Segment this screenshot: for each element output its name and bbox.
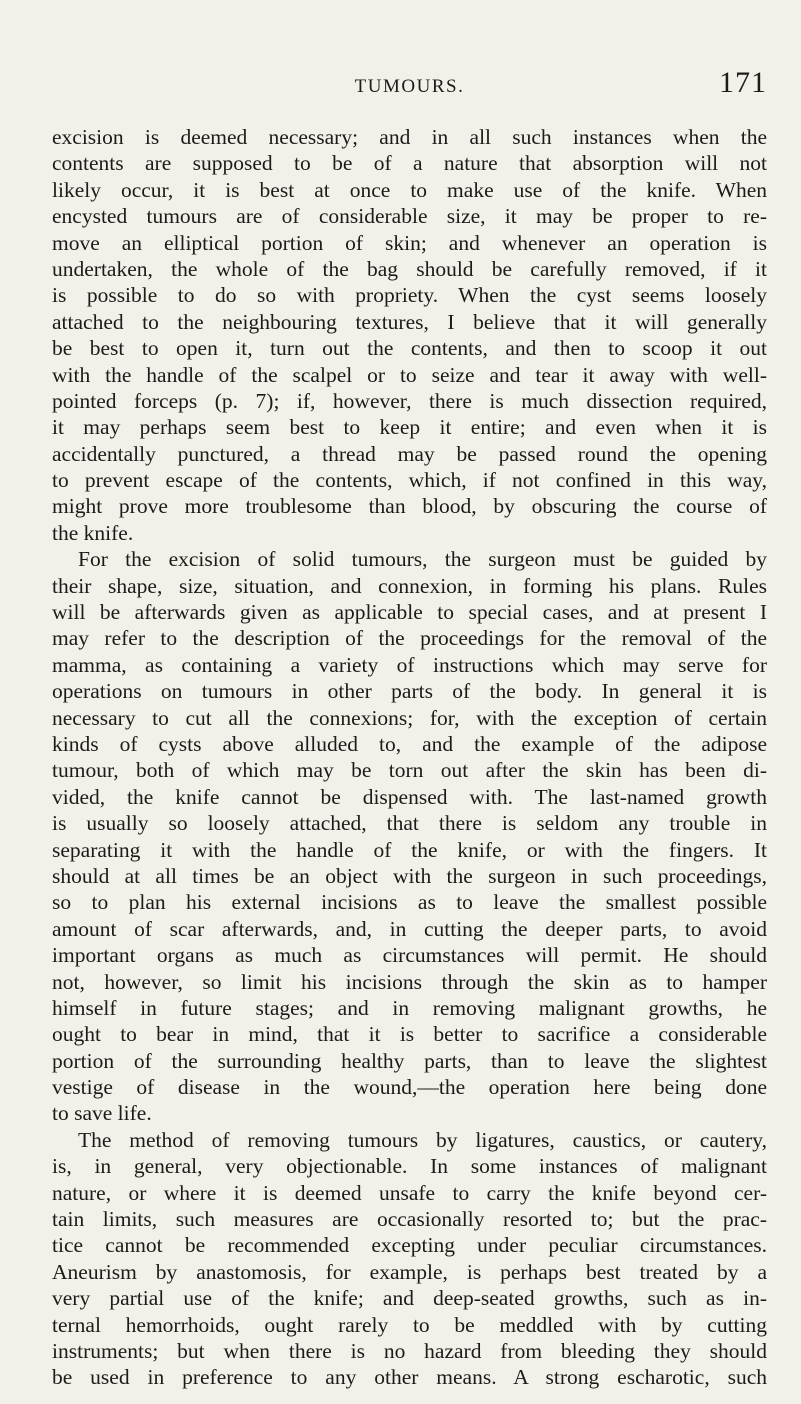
text-line: necessary to cut all the connexions; for, with the exception of certain [52, 705, 767, 730]
text-line: move an elliptical portion of skin; and whenever an operation is [52, 230, 767, 255]
text-line: be used in preference to any other means. A strong escharotic, such [52, 1365, 767, 1390]
text-line: tice cannot be recommended excepting under peculiar circumstances. [52, 1233, 767, 1258]
text-line: tain limits, such measures are occasionally resorted to; but the prac- [52, 1207, 767, 1232]
text-line: undertaken, the whole of the bag should be carefully removed, if it [52, 256, 767, 281]
text-line: ought to bear in mind, that it is better to sacrifice a considerable [52, 1022, 767, 1047]
text-line: For the excision of solid tumours, the surgeon must be guided by [78, 547, 767, 572]
text-line: likely occur, it is best at once to make use of the knife. When [52, 177, 767, 202]
text-line: The method of removing tumours by ligatures, caustics, or cautery, [78, 1127, 767, 1152]
text-line: important organs as much as circumstances will permit. He should [52, 943, 767, 968]
text-line: tumour, both of which may be torn out after the skin has been di- [52, 758, 767, 783]
text-line: very partial use of the knife; and deep-seated growths, such as in- [52, 1286, 767, 1311]
text-line: with the handle of the scalpel or to seize and tear it away with well- [52, 362, 767, 387]
text-line: vestige of disease in the wound,—the operation here being done [52, 1075, 767, 1100]
text-line: accidentally punctured, a thread may be passed round the opening [52, 441, 767, 466]
text-line: not, however, so limit his incisions through the skin as to hamper [52, 969, 767, 994]
text-line: might prove more troublesome than blood, by obscuring the course of [52, 494, 767, 519]
text-line: to save life. [52, 1101, 152, 1126]
text-line: it may perhaps seem best to keep it entire; and even when it is [52, 415, 767, 440]
text-line: be best to open it, turn out the contents, and then to scoop it out [52, 336, 767, 361]
body-text [52, 124, 767, 1391]
page-number: 171 [719, 66, 767, 99]
text-line: attached to the neighbouring textures, I believe that it will generally [52, 309, 767, 334]
text-line: amount of scar afterwards, and, in cutting the deeper parts, to avoid [52, 916, 767, 941]
text-line: will be afterwards given as applicable to special cases, and at present I [52, 600, 767, 625]
text-line: may refer to the description of the proceedings for the removal of the [52, 626, 767, 651]
text-line: portion of the surrounding healthy parts, than to leave the slightest [52, 1048, 767, 1073]
text-line: himself in future stages; and in removing malignant growths, he [52, 995, 767, 1020]
text-line: excision is deemed necessary; and in all such instances when the [52, 125, 767, 149]
text-line: is possible to do so with propriety. When the cyst seems loosely [52, 283, 767, 308]
text-line: instruments; but when there is no hazard from bleeding they should [52, 1338, 767, 1363]
text-line: mamma, as containing a variety of instructions which may serve for [52, 652, 767, 677]
text-line: so to plan his external incisions as to leave the smallest possible [52, 890, 767, 915]
running-title: TUMOURS. [354, 76, 465, 97]
text-line: encysted tumours are of considerable size, it may be proper to re- [52, 204, 767, 229]
text-line: is usually so loosely attached, that there is seldom any trouble in [52, 811, 767, 836]
text-line: kinds of cysts above alluded to, and the example of the adipose [52, 731, 767, 756]
text-line: operations on tumours in other parts of the body. In general it is [52, 679, 767, 704]
text-line: should at all times be an object with the surgeon in such proceedings, [52, 863, 767, 888]
text-line: the knife. [52, 520, 134, 545]
text-line: their shape, size, situation, and connexion, in forming his plans. Rules [52, 573, 767, 598]
text-line: to prevent escape of the contents, which, if not confined in this way, [52, 468, 767, 493]
text-line: pointed forceps (p. 7); if, however, there is much dissection required, [52, 388, 767, 413]
running-head [52, 66, 767, 106]
text-line: vided, the knife cannot be dispensed with. The last-named growth [52, 784, 767, 809]
text-line: contents are supposed to be of a nature that absorption will not [52, 151, 767, 176]
text-line: nature, or where it is deemed unsafe to carry the knife beyond cer- [52, 1180, 767, 1205]
text-line: is, in general, very objectionable. In some instances of malignant [52, 1154, 767, 1179]
text-line: Aneurism by anastomosis, for example, is perhaps best treated by a [52, 1259, 767, 1284]
text-line: separating it with the handle of the knife, or with the fingers. It [52, 837, 767, 862]
text-line: ternal hemorrhoids, ought rarely to be meddled with by cutting [52, 1312, 767, 1337]
